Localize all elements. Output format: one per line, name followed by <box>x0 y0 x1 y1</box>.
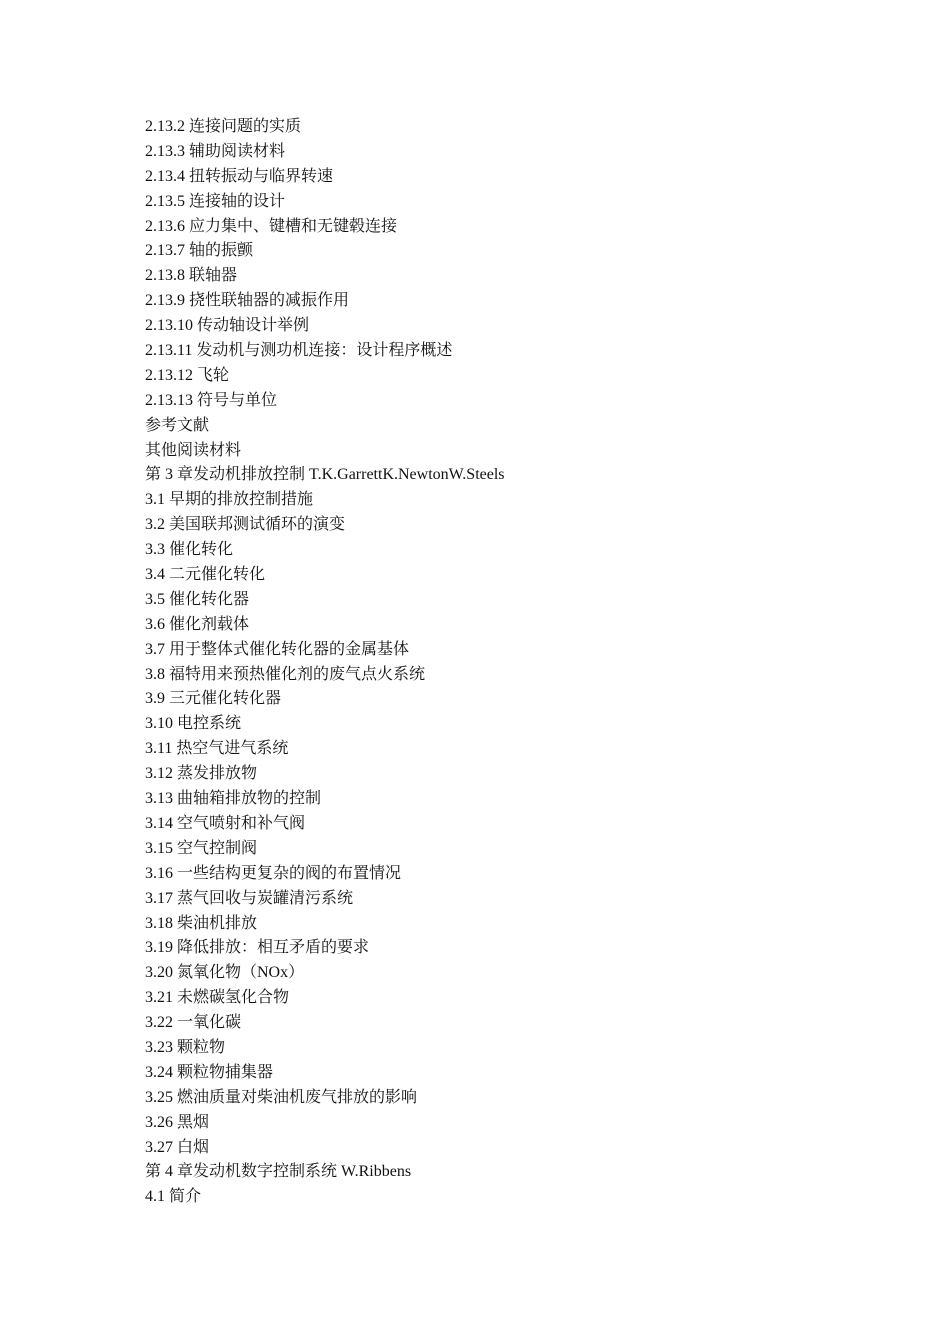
toc-entry: 3.17 蒸气回收与炭罐清污系统 <box>145 889 354 907</box>
toc-entry: 2.13.5 连接轴的设计 <box>145 192 286 210</box>
toc-section-heading: 其他阅读材料 <box>145 441 242 459</box>
toc-entry: 3.1 早期的排放控制措施 <box>145 491 314 509</box>
toc-entry: 3.2 美国联邦测试循环的演变 <box>145 516 346 534</box>
toc-entry: 2.13.2 连接问题的实质 <box>145 118 302 135</box>
toc-entry: 3.22 一氧化碳 <box>145 1014 242 1032</box>
toc-entry: 3.8 福特用来预热催化剂的废气点火系统 <box>145 665 426 683</box>
toc-entry: 2.13.7 轴的振颤 <box>145 242 254 260</box>
toc-entry: 2.13.3 辅助阅读材料 <box>145 142 286 160</box>
toc-entry: 3.3 催化转化 <box>145 541 234 559</box>
toc-entry: 3.14 空气喷射和补气阀 <box>145 814 306 832</box>
toc-entry: 3.25 燃油质量对柴油机废气排放的影响 <box>145 1088 418 1106</box>
toc-chapter-heading: 第 4 章发动机数字控制系统 W.Ribbens <box>145 1163 412 1181</box>
toc-entry: 3.23 颗粒物 <box>145 1038 226 1056</box>
toc-section-heading: 参考文献 <box>145 416 210 434</box>
toc-entry: 3.12 蒸发排放物 <box>145 765 258 783</box>
toc-entry: 3.13 曲轴箱排放物的控制 <box>145 790 322 808</box>
toc-entry: 3.18 柴油机排放 <box>145 914 258 932</box>
toc-entry: 2.13.11 发动机与测功机连接：设计程序概述 <box>145 342 453 360</box>
toc-entry: 3.6 催化剂载体 <box>145 615 250 633</box>
toc-entry: 2.13.13 符号与单位 <box>145 391 278 409</box>
toc-entry: 3.7 用于整体式催化转化器的金属基体 <box>145 640 410 658</box>
toc-entry: 3.27 白烟 <box>145 1138 210 1156</box>
toc-entry: 2.13.6 应力集中、键槽和无键毂连接 <box>145 217 398 235</box>
toc-entry: 2.13.4 扭转振动与临界转速 <box>145 167 334 185</box>
table-of-contents <box>145 115 505 1210</box>
toc-entry: 3.24 颗粒物捕集器 <box>145 1063 274 1081</box>
toc-entry: 3.20 氮氧化物（NOx） <box>145 964 305 982</box>
toc-entry: 2.13.10 传动轴设计举例 <box>145 317 310 335</box>
toc-entry: 2.13.8 联轴器 <box>145 267 238 285</box>
toc-entry: 3.16 一些结构更复杂的阀的布置情况 <box>145 864 402 882</box>
toc-entry: 3.5 催化转化器 <box>145 590 250 608</box>
toc-chapter-heading: 第 3 章发动机排放控制 T.K.GarrettK.NewtonW.Steels <box>145 466 505 484</box>
toc-entry: 3.15 空气控制阀 <box>145 839 258 857</box>
toc-entry: 3.4 二元催化转化 <box>145 566 266 584</box>
toc-entry: 3.21 未燃碳氢化合物 <box>145 989 290 1007</box>
toc-entry: 3.19 降低排放：相互矛盾的要求 <box>145 939 370 957</box>
toc-entry: 3.11 热空气进气系统 <box>145 740 289 758</box>
toc-entry: 3.9 三元催化转化器 <box>145 690 282 708</box>
toc-entry: 3.26 黑烟 <box>145 1113 210 1131</box>
toc-entry: 3.10 电控系统 <box>145 715 242 733</box>
toc-entry: 2.13.12 飞轮 <box>145 366 230 384</box>
toc-entry: 2.13.9 挠性联轴器的减振作用 <box>145 292 350 310</box>
toc-entry: 4.1 简介 <box>145 1188 202 1206</box>
